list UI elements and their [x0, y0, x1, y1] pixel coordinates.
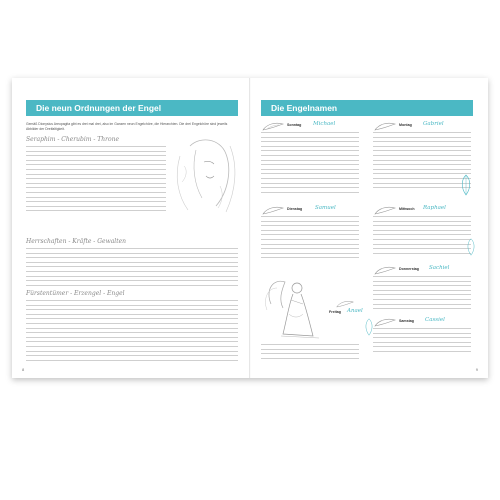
day-label: Sonntag — [287, 123, 302, 127]
feather-icon — [465, 238, 477, 256]
cassiel-text — [373, 328, 471, 356]
angel-face-sketch — [170, 136, 240, 214]
feather-icon — [459, 174, 473, 196]
section3-heading: Fürstentümer - Erzengel - Engel — [26, 290, 125, 297]
wing-icon — [373, 318, 397, 328]
left-intro-text: Gemäß Dionysius Areopagita gibt es drei mal drei, also im Ganzen neun Engelchöre, die Hierarchien. Die drei Engelchöre sind jeweils Abbilder der Dreifaltigkeit. — [26, 122, 228, 131]
angel-name: Michael — [313, 121, 336, 127]
angel-name: Sachiel — [429, 265, 450, 271]
day-label: Montag — [399, 123, 412, 127]
day-label: Dienstag — [287, 207, 303, 211]
wing-icon — [261, 206, 285, 216]
section1-text — [26, 146, 166, 215]
day-label: Freitag — [329, 310, 341, 314]
day-label: Mittwoch — [399, 207, 415, 211]
angel-name: Cassiel — [425, 317, 445, 323]
section1-heading: Seraphim - Cherubim - Throne — [26, 136, 120, 143]
right-page-number: 9 — [475, 367, 478, 372]
left-page — [12, 78, 250, 378]
angel-name: Anael — [347, 308, 363, 314]
angel-name: Samuel — [315, 205, 336, 211]
left-title-band: Die neun Ordnungen der Engel — [26, 100, 238, 116]
section2-text — [26, 248, 238, 289]
anael-text — [261, 344, 359, 362]
book-spread — [12, 78, 488, 378]
right-title-band: Die Engelnamen — [261, 100, 473, 116]
wing-icon — [373, 122, 397, 132]
feather-icon — [363, 318, 375, 336]
right-page — [251, 78, 488, 378]
section3-text — [26, 300, 238, 364]
michael-text — [261, 132, 359, 196]
day-label: Donnerstag — [399, 267, 419, 271]
raphael-text — [373, 216, 471, 257]
angel-name: Gabriel — [423, 121, 444, 127]
angel-name: Raphael — [423, 205, 446, 211]
sachiel-text — [373, 276, 471, 313]
wing-icon — [373, 266, 397, 276]
gabriel-text — [373, 132, 471, 192]
day-label: Samstag — [399, 319, 414, 323]
wing-icon — [373, 206, 397, 216]
left-page-number: 8 — [22, 367, 25, 372]
samuel-text — [261, 216, 359, 262]
wing-icon — [261, 122, 285, 132]
section2-heading: Herrschaften - Kräfte - Gewalten — [26, 238, 127, 245]
kneeling-angel-sketch — [263, 274, 329, 342]
